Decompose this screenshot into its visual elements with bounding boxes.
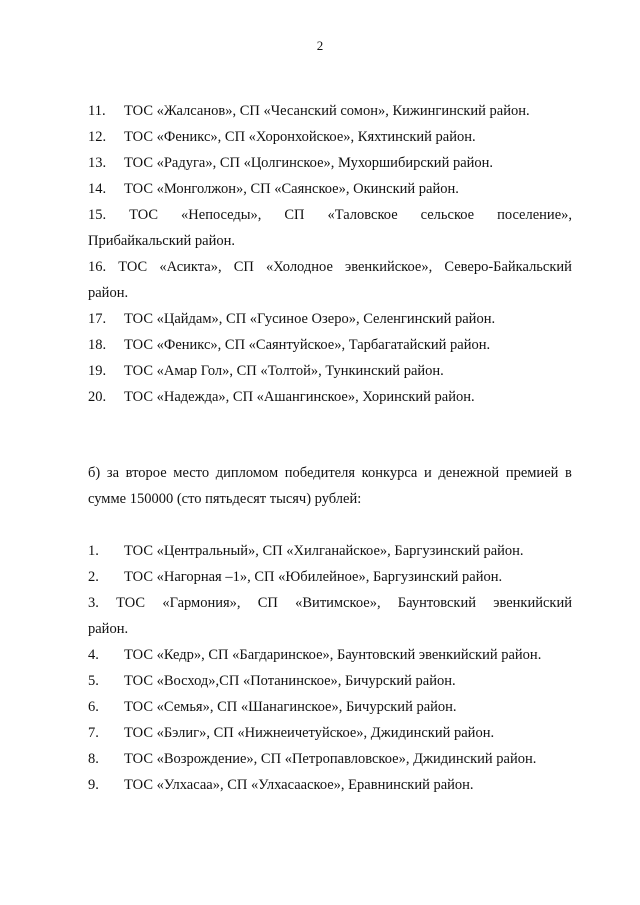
item-number: 5. [88,673,99,689]
item-number: 1. [88,543,99,559]
item-word: эвенкийское», [345,259,433,275]
item-text: ТОС «Нагорная –1», СП «Юбилейное», Баргузинский район. [124,569,503,585]
item-text: ТОС «Цайдам», СП «Гусиное Озеро», Селенгинский район. [124,311,496,327]
list-item [88,538,572,564]
item-word: ТОС [118,259,148,275]
item-continuation: Прибайкальский район. [88,233,235,249]
item-number: 12. [88,129,107,145]
item-text: ТОС «Амар Гол», СП «Толтой», Тункинский район. [124,363,444,379]
list-item [88,332,572,358]
page-number: 2 [316,38,324,53]
list-item [88,746,572,772]
item-word: «Холодное [265,259,333,275]
item-word: «Непоседы», [181,207,262,223]
item-word: ТОС [129,207,159,223]
item-number: 17. [88,311,107,327]
para-word: за [106,465,120,481]
item-text: ТОС «Восход»,СП «Потанинское», Бичурский район. [124,673,456,689]
list-item [88,202,572,254]
item-continuation: район. [88,621,129,637]
item-number: 3. [88,595,99,611]
list-item [88,384,572,410]
para-word: и [424,465,432,481]
list-item [88,124,572,150]
list-item [88,358,572,384]
item-number: 7. [88,725,99,741]
item-number: 18. [88,337,107,353]
para-word: в [565,465,572,481]
para-word: денежной [438,465,500,481]
item-word: «Асикта», [159,259,222,275]
para-word: место [173,465,210,481]
item-word: сельское [420,207,475,223]
para-word: конкурса [361,465,418,481]
list-item [88,306,572,332]
item-number: 9. [88,777,99,793]
item-number: 15. [88,207,107,223]
list-item [88,694,572,720]
item-text: ТОС «Возрождение», СП «Петропавловское», Джидинский район. [124,751,537,767]
item-word: ТОС [116,595,146,611]
item-number: 19. [88,363,107,379]
item-number: 13. [88,155,107,171]
item-continuation: район. [88,285,129,301]
item-number: 20. [88,389,107,405]
item-word: Северо-Байкальский [444,259,572,275]
para-word: победителя [284,465,356,481]
section-b-paragraph [88,460,572,512]
para-word: второе [125,465,167,481]
item-word: Баунтовский [397,595,476,611]
item-word: поселение», [497,207,572,223]
item-number: 4. [88,647,99,663]
item-number: 11. [88,103,106,119]
item-word: СП [233,259,254,275]
item-word: СП [257,595,278,611]
list-item [88,254,572,306]
list-item [88,772,572,798]
item-text: ТОС «Надежда», СП «Ашангинское», Хоринский район. [124,389,475,405]
item-word: «Таловское [327,207,398,223]
para-continuation: сумме 150000 (сто пятьдесят тысяч) рублей: [88,491,362,507]
item-text: ТОС «Монголжон», СП «Саянское», Окинский район. [124,181,459,197]
item-word: «Витимское», [295,595,381,611]
list-item [88,642,572,668]
item-text: ТОС «Феникс», СП «Хоронхойское», Кяхтинский район. [124,129,476,145]
item-text: ТОС «Жалсанов», СП «Чесанский сомон», Кижингинский район. [124,103,530,119]
list-item [88,564,572,590]
item-number: 14. [88,181,107,197]
item-text: ТОС «Радуга», СП «Цолгинское», Мухоршибирский район. [124,155,494,171]
list-item [88,98,572,124]
item-word: эвенкийский [493,595,572,611]
item-text: ТОС «Бэлиг», СП «Нижнеичетуйское», Джидинский район. [124,725,495,741]
list-item [88,668,572,694]
item-text: ТОС «Феникс», СП «Саянтуйское», Тарбагатайский район. [124,337,491,353]
item-number: 8. [88,751,99,767]
list-item [88,176,572,202]
item-word: «Гармония», [162,595,241,611]
item-text: ТОС «Семья», СП «Шанагинское», Бичурский район. [124,699,457,715]
list-item [88,150,572,176]
item-text: ТОС «Улхасаа», СП «Улхасаaское», Еравнинский район. [124,777,474,793]
item-text: ТОС «Центральный», СП «Хилганайское», Баргузинский район. [124,543,524,559]
item-text: ТОС «Кедр», СП «Багдаринское», Баунтовский эвенкийский район. [124,647,542,663]
para-word: дипломом [215,465,279,481]
para-word: б) [88,465,101,481]
item-number: 6. [88,699,99,715]
list-item [88,720,572,746]
list-item [88,590,572,642]
para-word: премией [505,465,559,481]
item-number: 2. [88,569,99,585]
item-number: 16. [88,259,107,275]
item-word: СП [284,207,305,223]
